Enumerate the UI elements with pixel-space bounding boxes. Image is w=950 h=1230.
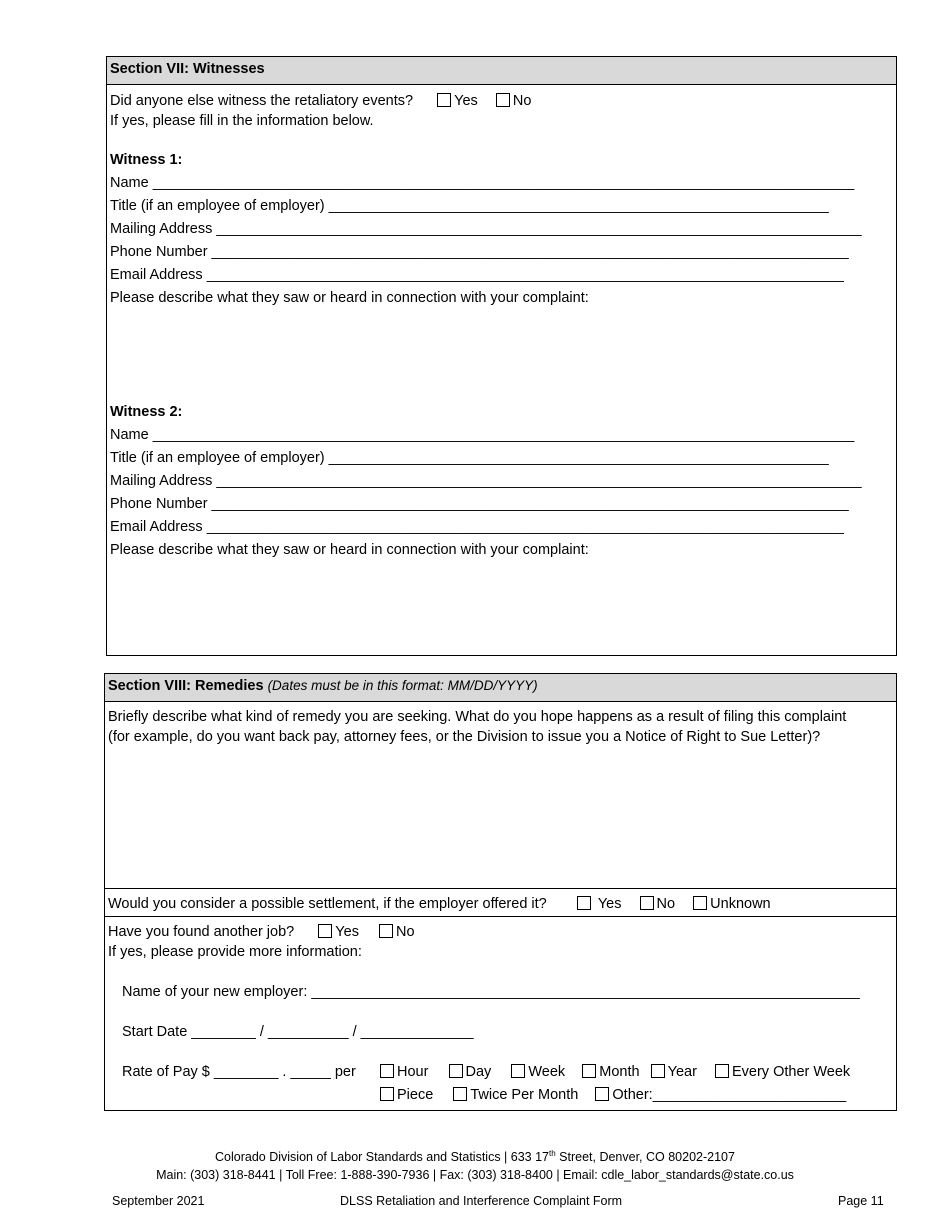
settlement-no-option[interactable]: No	[640, 895, 676, 913]
witness-no-option[interactable]: No	[496, 92, 532, 110]
job-instruction: If yes, please provide more information:	[108, 944, 362, 960]
date-format-note: (Dates must be in this format: MM/DD/YYYY)	[267, 678, 538, 693]
pay-piece-checkbox[interactable]	[380, 1087, 394, 1101]
remedy-prompt-line2: (for example, do you want back pay, attorney fees, or the Division to issue you a Notice of Right to Sue Letter)?	[108, 729, 821, 745]
settlement-unknown-option[interactable]: Unknown	[693, 895, 770, 913]
section-witnesses-title: Section VII: Witnesses	[110, 61, 265, 77]
job-question-row	[108, 923, 415, 941]
pay-every-other-week-checkbox[interactable]	[715, 1064, 729, 1078]
witness-instruction: If yes, please fill in the information below.	[110, 113, 374, 129]
witness1-describe-prompt: Please describe what they saw or heard in connection with your complaint:	[110, 290, 589, 306]
section-remedies-title: Section VIII: Remedies	[108, 678, 264, 694]
job-question: Have you found another job?	[108, 924, 295, 940]
pay-twice-per-month-option[interactable]: Twice Per Month	[453, 1086, 578, 1104]
pay-month-option[interactable]: Month	[582, 1063, 639, 1081]
remedy-prompt-line1: Briefly describe what kind of remedy you are seeking. What do you hope happens as a result of filing this complaint	[108, 709, 847, 725]
start-date-field[interactable]: Start Date ________ / __________ / ______________	[122, 1024, 474, 1040]
footer-form-name: DLSS Retaliation and Interference Complaint Form	[340, 1194, 623, 1208]
section-remedies	[104, 673, 897, 1111]
pay-hour-checkbox[interactable]	[380, 1064, 394, 1078]
divider-settlement-bottom	[105, 916, 896, 917]
witness2-name-field[interactable]: Name _______________________________________________________________________________________	[110, 427, 855, 443]
pay-year-checkbox[interactable]	[651, 1064, 665, 1078]
job-yes-checkbox[interactable]	[318, 924, 332, 938]
footer-contact: Main: (303) 318-8441 | Toll Free: 1-888-390-7936 | Fax: (303) 318-8400 | Email: cdle_labor_standards@state.co.us	[156, 1168, 794, 1182]
witness2-address-field[interactable]: Mailing Address ________________________________________________________________________________	[110, 473, 862, 489]
divider-settlement-top	[105, 888, 896, 889]
section-remedies-header	[105, 674, 896, 702]
witness-no-checkbox[interactable]	[496, 93, 510, 107]
witness-yes-checkbox[interactable]	[437, 93, 451, 107]
section-witnesses-header	[107, 57, 896, 85]
pay-period-row2	[380, 1086, 846, 1104]
pay-year-option[interactable]: Year	[651, 1063, 697, 1081]
witness1-phone-field[interactable]: Phone Number _______________________________________________________________________________	[110, 244, 849, 260]
witness2-title-field[interactable]: Title (if an employee of employer) ______________________________________________________________	[110, 450, 829, 466]
pay-piece-option[interactable]: Piece	[380, 1086, 433, 1104]
new-employer-field[interactable]: Name of your new employer: ____________________________________________________________________	[122, 984, 860, 1000]
job-no-option[interactable]: No	[379, 923, 415, 941]
pay-every-other-week-option[interactable]: Every Other Week	[715, 1063, 850, 1081]
pay-other-checkbox[interactable]	[595, 1087, 609, 1101]
pay-week-option[interactable]: Week	[511, 1063, 565, 1081]
footer-page-number: Page 11	[838, 1194, 884, 1208]
pay-period-row1	[380, 1063, 850, 1081]
job-yes-option[interactable]: Yes	[318, 923, 359, 941]
pay-hour-option[interactable]: Hour	[380, 1063, 428, 1081]
witness2-phone-field[interactable]: Phone Number _______________________________________________________________________________	[110, 496, 849, 512]
settlement-no-checkbox[interactable]	[640, 896, 654, 910]
settlement-yes-checkbox[interactable]	[577, 896, 591, 910]
witness2-email-field[interactable]: Email Address _______________________________________________________________________________	[110, 519, 844, 535]
witness-yes-option[interactable]: Yes	[437, 92, 478, 110]
witness-question-row	[110, 92, 531, 110]
pay-twice-per-month-checkbox[interactable]	[453, 1087, 467, 1101]
witness2-heading: Witness 2:	[110, 404, 183, 420]
witness1-address-field[interactable]: Mailing Address ________________________________________________________________________________	[110, 221, 862, 237]
settlement-row	[108, 895, 771, 913]
section-witnesses	[106, 56, 897, 656]
footer-date: September 2021	[112, 1194, 205, 1208]
pay-day-checkbox[interactable]	[449, 1064, 463, 1078]
footer-address: Colorado Division of Labor Standards and Statistics | 633 17th Street, Denver, CO 80202-2107	[215, 1148, 735, 1164]
settlement-yes-option[interactable]: Yes	[577, 895, 622, 913]
job-no-checkbox[interactable]	[379, 924, 393, 938]
settlement-unknown-checkbox[interactable]	[693, 896, 707, 910]
witness1-name-field[interactable]: Name _______________________________________________________________________________________	[110, 175, 855, 191]
witness2-describe-prompt: Please describe what they saw or heard in connection with your complaint:	[110, 542, 589, 558]
witness1-title-field[interactable]: Title (if an employee of employer) ______________________________________________________________	[110, 198, 829, 214]
rate-of-pay-field[interactable]: Rate of Pay $ ________ . _____ per	[122, 1064, 356, 1080]
pay-other-option[interactable]: Other:________________________	[595, 1086, 846, 1104]
settlement-question: Would you consider a possible settlement, if the employer offered it?	[108, 896, 547, 912]
pay-month-checkbox[interactable]	[582, 1064, 596, 1078]
witness-question: Did anyone else witness the retaliatory events?	[110, 93, 414, 109]
witness1-heading: Witness 1:	[110, 152, 183, 168]
pay-day-option[interactable]: Day	[449, 1063, 492, 1081]
witness1-email-field[interactable]: Email Address _______________________________________________________________________________	[110, 267, 844, 283]
pay-week-checkbox[interactable]	[511, 1064, 525, 1078]
